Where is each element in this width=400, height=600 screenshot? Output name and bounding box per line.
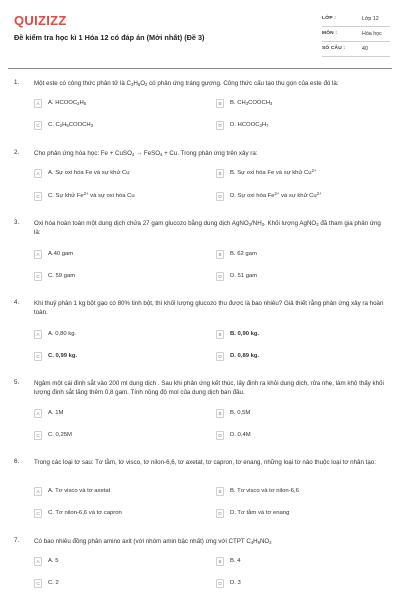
option-text: D. 51 gam (230, 273, 258, 279)
option-key-box: A (34, 330, 42, 339)
option-text: A. Sự oxi hóa Fe và sự khử Cu (48, 170, 130, 176)
option-key-box: B (216, 169, 224, 178)
option-text: C. 0,25M (48, 432, 72, 438)
question-text: Cho phản ứng hóa học: Fe + CuSO$_4$ → FeSO$_4$ + Cu. Trong phản ứng trên xảy ra: (34, 150, 258, 157)
option-key-box: C (34, 192, 42, 201)
option-text: D. Tơ tằm và tơ enang (230, 510, 290, 516)
option-key-box: D (216, 579, 224, 588)
option-key-box: D (216, 431, 224, 440)
question-number: 6. (14, 458, 20, 465)
option-text: C. Tơ nilon-6,6 và tơ capron (48, 510, 122, 516)
question-text: Có bao nhiêu đồng phân amino axit (với nhóm amin bậc nhất) ứng với CTPT $C_4H_9NO_2$ (34, 538, 272, 545)
option-text: A. Tơ visco và tơ axetat (48, 488, 111, 494)
option-text: C. 59 gam (48, 273, 76, 279)
meta-label: MÔN : (322, 31, 338, 36)
option-text: A.40 gam (48, 251, 74, 257)
option-text: A. 5 (48, 558, 59, 564)
question-text: Ngâm một cái đinh sắt vào 200 ml dung dịch . Sau khi phản ứng kết thúc, lấy đinh ra khỏi dung dịch, rửa nhẹ, làm khô thấy khối lượng đinh sắt tăng thêm 0,8 gam. Tính nồng độ mol của dung dịch ban đầu. (34, 380, 384, 397)
meta-value: Lớp 12 (362, 15, 379, 22)
option-text: B. 4 (230, 558, 241, 564)
option-key-box: C (34, 509, 42, 518)
question-text: Một este có công thức phân tử là $C_3H_6O_2$ có phản ứng tráng gương. Công thức cấu tạo thu gọn của este đó là: (34, 80, 339, 87)
meta-label: SỐ CÂU : (322, 46, 346, 51)
option-key-box: A (34, 487, 42, 496)
option-key-box: D (216, 352, 224, 361)
option-text: D. 0,89 kg. (230, 353, 260, 359)
meta-value: Hóa học (362, 30, 382, 37)
option-key-box: B (216, 250, 224, 259)
option-text: B. $CH_3COOCH_3$ (230, 100, 273, 106)
option-key-box: B (216, 330, 224, 339)
meta-label: LỚP : (322, 16, 337, 21)
option-text: B. 62 gam (230, 251, 257, 257)
meta-value: 40 (362, 45, 368, 52)
option-key-box: D (216, 192, 224, 201)
option-key-box: A (34, 557, 42, 566)
option-text: B. Tơ visco và tơ nilon-6,6 (230, 488, 299, 494)
option-key-box: C (34, 272, 42, 281)
question-text: Oxi hóa hoàn toàn một dung dịch chứa 27 gam glucozo bằng dung dịch $AgNO_3/NH_3$. Khối lượng AgNO$_3$ đã tham gia phản ứng là: (34, 220, 381, 237)
option-text: A. $HCOOC_2H_5$ (48, 100, 87, 106)
page-title: Đề kiểm tra học kì 1 Hóa 12 có đáp án (Mới nhất) (Đề 3) (14, 33, 205, 42)
option-key-box: A (34, 409, 42, 418)
option-text: D. 0,4M (230, 432, 251, 438)
header-divider (8, 68, 392, 69)
question-number: 3. (14, 219, 20, 226)
question-number: 4. (14, 299, 20, 306)
option-key-box: A (34, 99, 42, 108)
question-number: 7. (14, 537, 20, 544)
option-key-box: B (216, 99, 224, 108)
quizizz-logo: QUIZIZZ (14, 13, 67, 28)
option-key-box: B (216, 487, 224, 496)
option-text: D. 3 (230, 580, 241, 586)
question-number: 2. (14, 149, 20, 156)
option-text: C. 2 (48, 580, 59, 586)
option-key-box: B (216, 557, 224, 566)
option-text: A. 1M (48, 410, 64, 416)
option-key-box: D (216, 272, 224, 281)
option-key-box: A (34, 169, 42, 178)
option-text: C. $C_2H_5COOCH_3$ (48, 122, 94, 128)
option-text: A. 0,80 kg. (48, 331, 77, 337)
option-key-box: D (216, 121, 224, 130)
option-text: C. 0,99 kg. (48, 353, 78, 359)
option-key-box: D (216, 509, 224, 518)
option-text: B. 0,5M (230, 410, 251, 416)
question-text: Trong các loại tơ sau: Tơ tằm, tơ visco, tơ nilon-6,6, tơ axetat, tơ capron, tơ enang, những loại tơ nào thuộc loại tơ nhân tạo: (34, 459, 376, 466)
option-key-box: C (34, 121, 42, 130)
option-key-box: C (34, 352, 42, 361)
option-key-box: C (34, 579, 42, 588)
meta-panel (322, 12, 390, 57)
page-header (0, 0, 400, 64)
option-text: D. $HCOOC_3H_7$ (230, 122, 269, 128)
meta-row-class (322, 12, 390, 27)
option-key-box: B (216, 409, 224, 418)
meta-row-subject (322, 27, 390, 42)
option-text: B. 0,90 kg. (230, 331, 260, 337)
option-text: B. Sự oxi hóa Fe và sự khử $Cu^{2+}$ (230, 168, 317, 176)
option-key-box: A (34, 250, 42, 259)
question-text: Khi thuỷ phân 1 kg bột gạo có 80% tinh bột, thì khối lượng glucozo thu được là bao nhiêu? Giả thiết rằng phản ứng xảy ra hoàn toàn. (34, 300, 384, 317)
option-text: D. Sự oxi hóa $Fe^{2+}$ và sự khử $Cu^{2+}$ (230, 191, 322, 199)
option-key-box: C (34, 431, 42, 440)
question-number: 5. (14, 379, 20, 386)
question-number: 1. (14, 79, 20, 86)
meta-row-count (322, 42, 390, 57)
option-text: C. Sự khử $Fe^{2+}$ và sự oxi hóa Cu (48, 191, 135, 199)
